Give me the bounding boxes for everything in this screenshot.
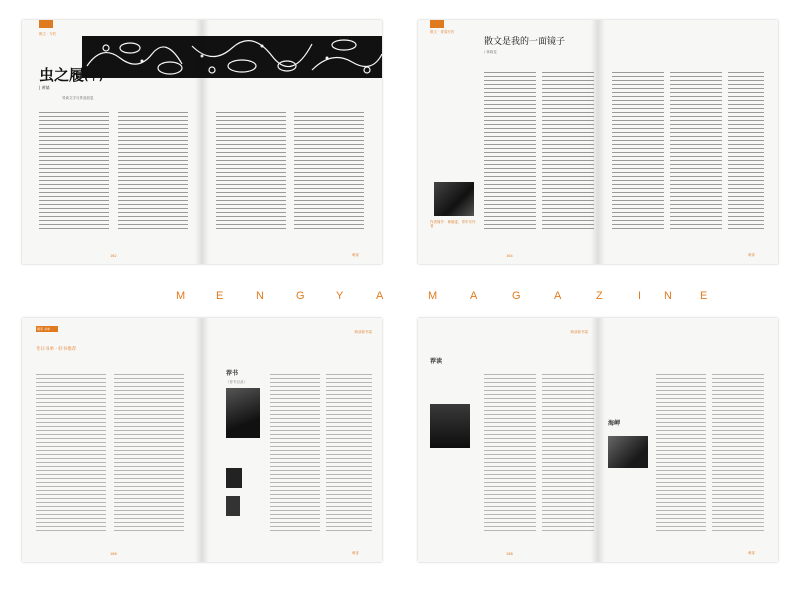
body-text-col3	[216, 112, 286, 230]
book-cover-small-1	[226, 468, 242, 488]
brand-letter: Z	[596, 290, 603, 302]
intro-line: 导读文字与作品信息	[62, 96, 94, 100]
spread3-right-page	[202, 318, 382, 562]
article-title: 散文是我的一面镜子	[484, 37, 566, 47]
spread4-right-page	[598, 318, 778, 562]
spread2-left-page	[418, 20, 598, 264]
page-number-left: 166	[110, 552, 117, 556]
spread-book-list	[22, 318, 382, 562]
body-text-col2	[118, 112, 188, 230]
page-number-right: 萌芽	[748, 551, 755, 555]
body-text-col5	[728, 72, 764, 232]
title-sub: (十)	[84, 72, 104, 83]
brand-letter: N	[664, 290, 672, 302]
body-text-col3	[656, 374, 706, 534]
right-tag: 萌芽新书架	[354, 330, 372, 334]
book-cover-small-2	[226, 496, 240, 516]
section-heading-right: 海岬	[608, 420, 621, 427]
body-text-col1	[484, 72, 536, 232]
spine-shadow	[195, 20, 209, 264]
brand-letter: Y	[336, 290, 344, 302]
header-tag: 萌芽·书单	[37, 327, 50, 331]
brand-letter: A	[554, 290, 562, 302]
author-line: | 黄嫱	[39, 85, 50, 90]
page-number-left: 168	[506, 552, 513, 556]
brand-letter: G	[296, 290, 305, 302]
brand-letter: E	[700, 290, 708, 302]
book-label: 《荐书目录》	[226, 380, 247, 384]
header-tag: 散文 · 专栏	[39, 32, 57, 36]
page-number-left: 164	[506, 254, 513, 258]
brand-letter: E	[216, 290, 224, 302]
brand-letter-row	[0, 290, 800, 304]
header-tag-block	[430, 20, 444, 28]
body-text-col2	[542, 374, 594, 534]
brand-letter: M	[428, 290, 438, 302]
article-title	[39, 64, 103, 85]
brand-letter: G	[512, 290, 521, 302]
spread-new-shelf	[418, 318, 778, 562]
header-tag-block	[39, 20, 53, 28]
spread-sanwen-jingzi	[418, 20, 778, 264]
body-text-col2	[114, 374, 184, 534]
body-text-col3	[612, 72, 664, 232]
subtitle: 冬日书单 · 好书推荐	[36, 347, 77, 352]
title-main: 虫之履	[39, 66, 85, 84]
author-portrait	[434, 182, 474, 216]
page-number-right: 萌芽	[748, 253, 755, 257]
spine-shadow	[591, 20, 605, 264]
body-text-col1	[39, 112, 109, 230]
body-text-col4	[670, 72, 722, 232]
body-text-col4	[294, 112, 364, 230]
body-text-col1	[36, 374, 106, 534]
spread1-left-page	[22, 20, 202, 264]
page-number-right: 萌芽	[352, 551, 359, 555]
section-heading: 荐书	[226, 370, 239, 377]
brand-letter: M	[176, 290, 186, 302]
brand-letter: N	[256, 290, 264, 302]
spine-shadow	[591, 318, 605, 562]
page-number-right: 萌芽	[352, 253, 359, 257]
body-text-col4	[326, 374, 372, 534]
page-number-left: 162	[110, 254, 117, 258]
brand-letter: A	[470, 290, 478, 302]
body-text-col3	[270, 374, 320, 534]
portrait-caption: 作者简介：林晓雯，青年写作者	[430, 220, 476, 228]
header-tag: 萌芽新书架	[570, 330, 588, 334]
body-text-col2	[542, 72, 594, 232]
spread-chong-zhi-lv	[22, 20, 382, 264]
spread2-right-page	[598, 20, 778, 264]
header-tag: 散文 · 青春写作	[430, 30, 455, 34]
spine-shadow	[195, 318, 209, 562]
section-heading-left: 荐读	[430, 358, 443, 365]
spread4-left-page	[418, 318, 598, 562]
body-text-col1	[484, 374, 536, 534]
author-photo-right	[608, 436, 648, 468]
brand-letter: A	[376, 290, 384, 302]
spread1-right-page	[202, 20, 382, 264]
brand-letter: I	[638, 290, 642, 302]
author-line: / 林晓雯	[484, 50, 497, 54]
body-text-col4	[712, 374, 764, 534]
spread3-left-page	[22, 318, 202, 562]
book-cover-main	[226, 388, 260, 438]
book-cover-left	[430, 404, 470, 448]
